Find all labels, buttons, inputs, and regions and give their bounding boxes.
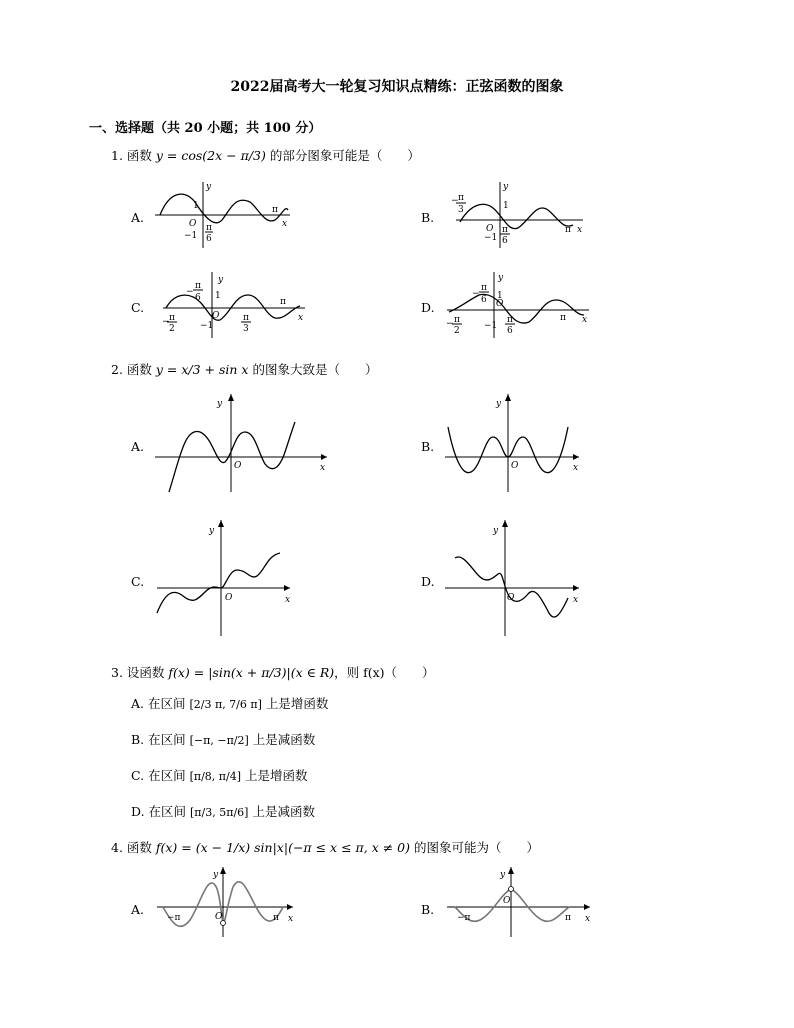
q2-option-b-label[interactable]: B. bbox=[421, 439, 435, 454]
svg-text:π: π bbox=[560, 313, 566, 323]
svg-text:O: O bbox=[486, 224, 494, 234]
svg-text:x: x bbox=[585, 914, 591, 924]
question-2-stem bbox=[111, 360, 377, 378]
question-1-formula: y = cos(2x − π/3) bbox=[155, 148, 266, 163]
svg-text:2: 2 bbox=[454, 326, 460, 336]
page-title: 2022届高考大一轮复习知识点精练：正弦函数的图象 bbox=[230, 79, 564, 95]
question-4-stem bbox=[111, 838, 539, 856]
q1-option-c-label[interactable]: C. bbox=[131, 300, 145, 315]
svg-text:π: π bbox=[507, 315, 513, 325]
svg-text:y: y bbox=[217, 399, 223, 409]
q2-option-d-label[interactable]: D. bbox=[421, 574, 435, 589]
svg-text:−1: −1 bbox=[200, 321, 214, 331]
q2-option-c-label[interactable]: C. bbox=[131, 574, 145, 589]
svg-text:y: y bbox=[496, 399, 502, 409]
q3-option-d-prefix: D. 在区间 bbox=[131, 804, 187, 819]
q2-option-a-label[interactable]: A. bbox=[131, 439, 145, 454]
question-1-suffix: 的部分图象可能是（ ） bbox=[265, 148, 420, 163]
question-4-formula: f(x) = (x − 1/x) sin|x|(−π ≤ x ≤ π, x ≠ 0) bbox=[155, 840, 410, 855]
svg-text:π: π bbox=[280, 297, 286, 307]
svg-text:−: − bbox=[472, 289, 480, 299]
svg-text:π: π bbox=[565, 225, 571, 235]
q4-option-b-label[interactable]: B. bbox=[421, 902, 435, 917]
q3-option-a-suffix: 上是增函数 bbox=[265, 696, 329, 711]
q3-option-a-interval: [2/3 π, 7/6 π] bbox=[189, 698, 262, 711]
svg-text:π: π bbox=[243, 313, 249, 323]
q3-option-b-prefix: B. 在区间 bbox=[131, 732, 186, 747]
svg-text:x: x bbox=[573, 595, 579, 605]
svg-text:O: O bbox=[225, 593, 233, 603]
svg-text:π: π bbox=[565, 913, 571, 923]
q1-graph-a bbox=[150, 180, 300, 250]
question-1-stem bbox=[111, 146, 420, 164]
q1-option-b-label[interactable]: B. bbox=[421, 210, 435, 225]
svg-text:y: y bbox=[218, 275, 224, 285]
question-2-formula: y = x/3 + sin x bbox=[155, 362, 249, 377]
q2-graph-a bbox=[155, 392, 335, 497]
svg-text:−1: −1 bbox=[484, 233, 498, 243]
svg-text:6: 6 bbox=[481, 295, 487, 305]
svg-text:3: 3 bbox=[458, 205, 464, 215]
q4-graph-a bbox=[155, 865, 305, 940]
question-3-formula: f(x) = |sin(x + π/3)|(x ∈ R) bbox=[168, 665, 335, 680]
svg-text:x: x bbox=[320, 463, 326, 473]
svg-text:O: O bbox=[511, 461, 519, 471]
q3-option-b[interactable] bbox=[131, 730, 315, 748]
svg-text:3: 3 bbox=[243, 324, 249, 334]
q3-option-b-suffix: 上是减函数 bbox=[252, 732, 316, 747]
svg-text:O: O bbox=[507, 593, 515, 603]
q3-option-c-prefix: C. 在区间 bbox=[131, 768, 186, 783]
svg-text:−π: −π bbox=[167, 913, 181, 923]
svg-text:π: π bbox=[481, 283, 487, 293]
svg-text:π: π bbox=[272, 205, 278, 215]
q3-option-a[interactable] bbox=[131, 694, 328, 712]
svg-text:y: y bbox=[498, 273, 504, 283]
q1-option-a-label[interactable]: A. bbox=[131, 210, 145, 225]
question-1-prefix: 1. 函数 bbox=[111, 148, 156, 163]
q3-option-d-suffix: 上是减函数 bbox=[252, 804, 315, 819]
svg-text:π: π bbox=[502, 225, 508, 235]
svg-text:y: y bbox=[206, 182, 212, 192]
svg-text:π: π bbox=[273, 913, 279, 923]
svg-text:O: O bbox=[212, 311, 220, 321]
q2-graph-c bbox=[155, 518, 335, 638]
svg-text:−: − bbox=[451, 196, 459, 206]
svg-text:x: x bbox=[582, 315, 588, 325]
svg-text:O: O bbox=[503, 896, 511, 906]
q3-option-d[interactable] bbox=[131, 802, 315, 820]
svg-text:O: O bbox=[496, 299, 504, 309]
svg-text:π: π bbox=[458, 193, 464, 203]
svg-text:π: π bbox=[454, 315, 460, 325]
svg-text:x: x bbox=[282, 219, 288, 229]
svg-text:x: x bbox=[577, 225, 583, 235]
svg-text:−: − bbox=[186, 287, 194, 297]
q2-graph-d bbox=[443, 518, 623, 638]
svg-text:−: − bbox=[446, 319, 454, 329]
svg-text:x: x bbox=[288, 914, 294, 924]
question-2-suffix: 的图象大致是（ ） bbox=[248, 362, 378, 377]
svg-text:x: x bbox=[285, 595, 291, 605]
question-3-stem bbox=[111, 663, 435, 681]
svg-text:π: π bbox=[169, 313, 175, 323]
q3-option-b-interval: [−π, −π/2] bbox=[189, 734, 249, 747]
svg-text:O: O bbox=[234, 461, 242, 471]
svg-text:x: x bbox=[298, 313, 304, 323]
q2-graph-b bbox=[443, 392, 623, 497]
svg-text:π: π bbox=[195, 281, 201, 291]
svg-text:−π: −π bbox=[457, 913, 471, 923]
svg-text:6: 6 bbox=[507, 326, 513, 336]
svg-text:6: 6 bbox=[206, 234, 212, 244]
svg-text:x: x bbox=[573, 463, 579, 473]
section-heading: 一、选择题（共 20 小题；共 100 分） bbox=[89, 121, 322, 136]
svg-text:6: 6 bbox=[195, 293, 201, 303]
q1-graph-b bbox=[448, 180, 598, 250]
q1-graph-c bbox=[160, 270, 310, 340]
svg-text:y: y bbox=[493, 526, 499, 536]
question-4-suffix: 的图象可能为（ ） bbox=[410, 840, 539, 855]
q3-option-c-suffix: 上是增函数 bbox=[245, 768, 308, 783]
question-2-prefix: 2. 函数 bbox=[111, 362, 156, 377]
svg-text:O: O bbox=[215, 912, 223, 922]
q1-graph-d bbox=[444, 270, 594, 340]
q3-option-c[interactable] bbox=[131, 766, 308, 784]
svg-text:y: y bbox=[500, 870, 506, 880]
svg-text:y: y bbox=[209, 526, 215, 536]
question-4-prefix: 4. 函数 bbox=[111, 840, 156, 855]
q4-graph-b bbox=[445, 865, 605, 940]
svg-text:π: π bbox=[206, 223, 212, 233]
q1-option-d-label[interactable]: D. bbox=[421, 300, 435, 315]
svg-text:−: − bbox=[162, 317, 170, 327]
svg-text:1: 1 bbox=[497, 291, 503, 301]
q3-option-c-interval: [π/8, π/4] bbox=[189, 770, 242, 783]
svg-text:6: 6 bbox=[502, 236, 508, 246]
question-3-prefix: 3. 设函数 bbox=[111, 665, 169, 680]
svg-text:y: y bbox=[213, 870, 219, 880]
question-3-suffix: ，则 f(x)（ ） bbox=[334, 665, 435, 680]
svg-text:−1: −1 bbox=[184, 231, 198, 241]
svg-text:1: 1 bbox=[193, 201, 199, 211]
q4-option-a-label[interactable]: A. bbox=[131, 902, 145, 917]
q3-option-a-prefix: A. 在区间 bbox=[131, 696, 186, 711]
q3-option-d-interval: [π/3, 5π/6] bbox=[190, 806, 249, 819]
svg-text:O: O bbox=[189, 219, 197, 229]
svg-text:2: 2 bbox=[169, 324, 175, 334]
svg-text:y: y bbox=[503, 182, 509, 192]
svg-text:1: 1 bbox=[503, 201, 509, 211]
svg-text:−1: −1 bbox=[484, 321, 498, 331]
svg-text:1: 1 bbox=[215, 291, 221, 301]
